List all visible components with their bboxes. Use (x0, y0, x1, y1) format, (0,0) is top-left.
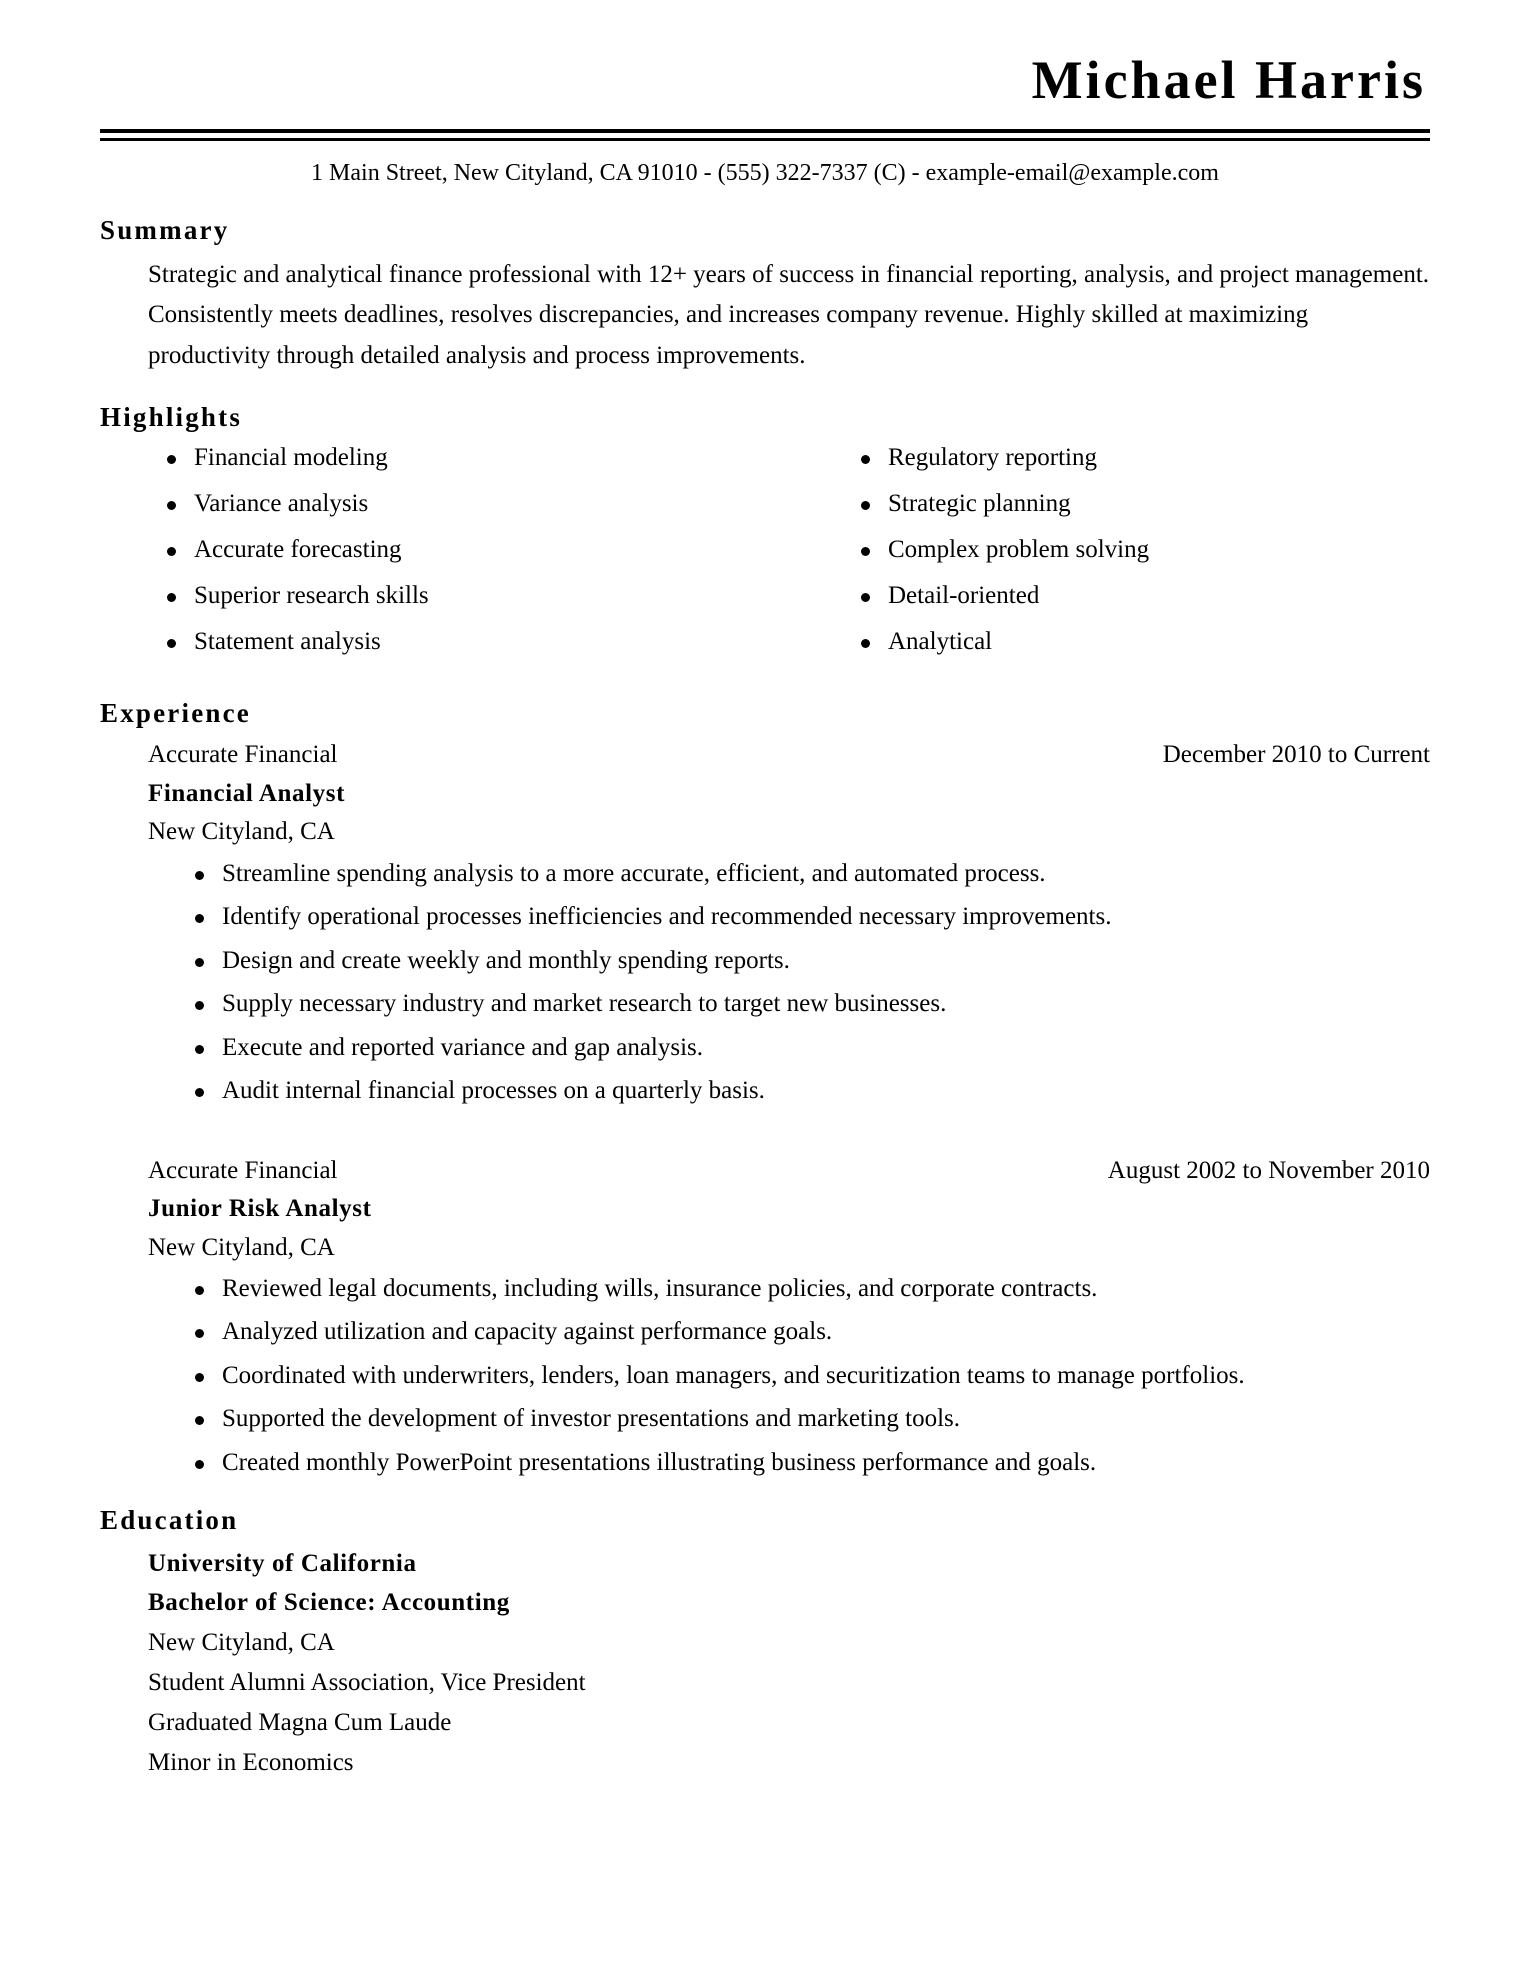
highlights-body (100, 442, 1430, 672)
list-item: Superior research skills (158, 580, 794, 612)
highlights-list-right (852, 442, 1430, 658)
job-responsibility-item: Created monthly PowerPoint presentations illustrating business performance and goals. (186, 1447, 1430, 1480)
section-experience (100, 698, 1430, 1479)
list-item: Financial modeling (158, 442, 794, 474)
contact-line: 1 Main Street, New Cityland, CA 91010 - (555) 322-7337 (C) - example-email@example.com (311, 159, 1219, 186)
job-responsibility-list (148, 858, 1430, 1108)
highlights-column-left (158, 442, 794, 672)
job-responsibility-item: Streamline spending analysis to a more accurate, efficient, and automated process. (186, 858, 1430, 891)
job-responsibility-item: Audit internal financial processes on a quarterly basis. (186, 1075, 1430, 1108)
job-responsibility-item: Supply necessary industry and market research to target new businesses. (186, 988, 1430, 1021)
experience-entry-header (148, 1154, 1430, 1188)
experience-entry-header (148, 738, 1430, 772)
experience-body (100, 738, 1430, 1479)
job-responsibility-item: Design and create weekly and monthly spending reports. (186, 945, 1430, 978)
employer-name: Accurate Financial (148, 741, 338, 769)
experience-entry (148, 1154, 1430, 1480)
job-responsibility-item: Analyzed utilization and capacity against performance goals. (186, 1316, 1430, 1349)
education-heading: Education (100, 1505, 239, 1536)
job-responsibility-item: Reviewed legal documents, including wills, insurance policies, and corporate contracts. (186, 1273, 1430, 1306)
highlights-column-right (794, 442, 1430, 672)
job-responsibility-item: Supported the development of investor presentations and marketing tools. (186, 1403, 1430, 1436)
section-highlights (100, 402, 1430, 672)
list-item: Regulatory reporting (852, 442, 1430, 474)
section-summary (100, 215, 1430, 377)
employment-dates: December 2010 to Current (1162, 741, 1430, 769)
job-responsibility-item: Coordinated with underwriters, lenders, loan managers, and securitization teams to manage portfolios. (186, 1360, 1430, 1393)
job-title: Junior Risk Analyst (148, 1195, 372, 1223)
list-item: Accurate forecasting (158, 534, 794, 566)
employment-dates: August 2002 to November 2010 (1107, 1156, 1430, 1184)
job-responsibility-item: Identify operational processes inefficiencies and recommended necessary improvements. (186, 901, 1430, 934)
education-detail-line: New Cityland, CA (148, 1629, 335, 1657)
list-item: Complex problem solving (852, 534, 1430, 566)
education-school: University of California (148, 1550, 417, 1578)
job-responsibility-list (148, 1273, 1430, 1480)
education-detail-line: Graduated Magna Cum Laude (148, 1709, 452, 1737)
section-education (100, 1505, 1430, 1781)
summary-body (100, 255, 1430, 377)
highlights-columns (148, 442, 1430, 672)
summary-text: Strategic and analytical finance professional with 12+ years of success in financial reporting, analysis, and project management. Consistently meets deadlines, resolves discrepancies, and increases company revenue. Highly skilled at maximizing productivity through detailed analysis and process improvements. (148, 260, 1430, 369)
job-location: New Cityland, CA (148, 818, 335, 846)
education-degree: Bachelor of Science: Accounting (148, 1589, 510, 1617)
list-item: Statement analysis (158, 626, 794, 658)
job-location: New Cityland, CA (148, 1233, 335, 1261)
list-item: Analytical (852, 626, 1430, 658)
education-detail-line: Student Alumni Association, Vice President (148, 1669, 586, 1697)
list-item: Strategic planning (852, 488, 1430, 520)
summary-heading: Summary (100, 214, 230, 245)
list-item: Variance analysis (158, 488, 794, 520)
experience-heading: Experience (100, 698, 251, 729)
education-body (100, 1545, 1430, 1781)
highlights-heading: Highlights (100, 402, 243, 433)
employer-name: Accurate Financial (148, 1156, 338, 1184)
highlights-list-left (158, 442, 794, 658)
header-divider (100, 129, 1430, 141)
job-title: Financial Analyst (148, 780, 346, 808)
education-detail-lines (148, 1624, 1430, 1781)
education-detail-line: Minor in Economics (148, 1749, 354, 1777)
job-responsibility-item: Execute and reported variance and gap analysis. (186, 1032, 1430, 1065)
list-item: Detail-oriented (852, 580, 1430, 612)
resume-header (100, 0, 1430, 189)
experience-entry (148, 738, 1430, 1107)
candidate-name: Michael Harris (1031, 50, 1426, 110)
